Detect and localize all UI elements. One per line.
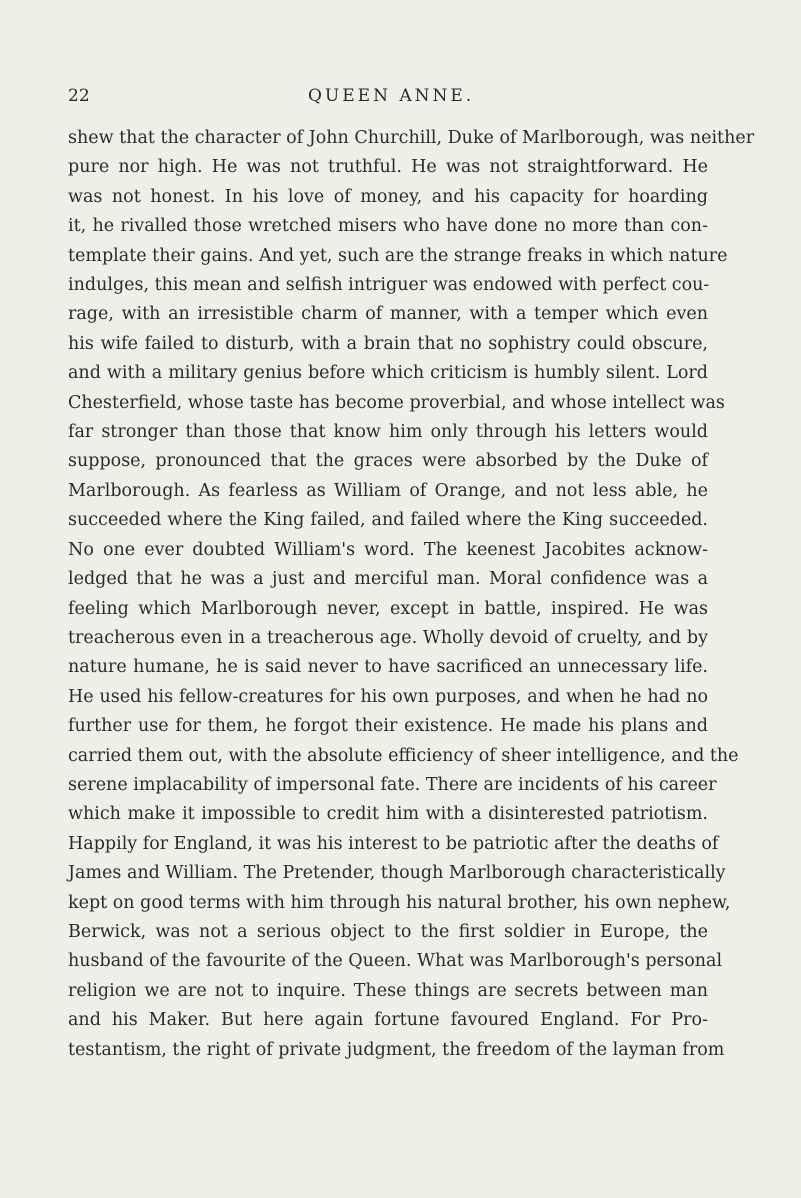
text-line: Chesterfield, whose taste has become proverbial, and whose intellect was xyxy=(68,392,725,413)
text-line: it, he rivalled those wretched misers who have done no more than con- xyxy=(68,216,708,237)
text-line: was not honest. In his love of money, and his capacity for hoarding xyxy=(68,186,708,207)
body-text xyxy=(68,124,755,1065)
text-line: and with a military genius before which criticism is humbly silent. Lord xyxy=(68,363,708,384)
text-line: his wife failed to disturb, with a brain that no sophistry could obscure, xyxy=(68,333,708,354)
text-line: He used his fellow-creatures for his own purposes, and when he had no xyxy=(68,686,708,707)
text-line: nature humane, he is said never to have sacrificed an unnecessary life. xyxy=(68,657,708,678)
text-line: and his Maker. But here again fortune favoured England. For Pro- xyxy=(68,1010,708,1031)
text-line: testantism, the right of private judgment, the freedom of the layman from xyxy=(68,1039,725,1060)
text-line: rage, with an irresistible charm of manner, with a temper which even xyxy=(68,304,708,325)
text-line: Happily for England, it was his interest to be patriotic after the deaths of xyxy=(68,833,719,854)
text-line: template their gains. And yet, such are the strange freaks in which nature xyxy=(68,245,728,266)
text-line: pure nor high. He was not truthful. He was not straightforward. He xyxy=(68,157,708,178)
text-line: Berwick, was not a serious object to the first soldier in Europe, the xyxy=(68,921,708,942)
text-line: serene implacability of impersonal fate. There are incidents of his career xyxy=(68,774,717,795)
text-line: shew that the character of John Churchill, Duke of Marlborough, was neither xyxy=(68,128,755,148)
text-line: Marlborough. As fearless as William of Orange, and not less able, he xyxy=(68,480,708,501)
running-head: QUEEN ANNE. xyxy=(308,86,475,106)
text-line: indulges, this mean and selfish intriguer was endowed with perfect cou- xyxy=(68,275,710,296)
text-line: carried them out, with the absolute efficiency of sheer intelligence, and the xyxy=(68,745,739,766)
text-line: which make it impossible to credit him with a disinterested patriotism. xyxy=(68,804,708,825)
text-line: religion we are not to inquire. These things are secrets between man xyxy=(68,980,708,1001)
page-number: 22 xyxy=(68,86,90,106)
text-line: succeeded where the King failed, and failed where the King succeeded. xyxy=(68,510,708,531)
page-header xyxy=(68,84,708,110)
text-line: No one ever doubted William's word. The keenest Jacobites acknow- xyxy=(68,539,708,560)
text-line: ledged that he was a just and merciful man. Moral confidence was a xyxy=(68,569,708,590)
text-line: feeling which Marlborough never, except in battle, inspired. He was xyxy=(68,598,708,619)
text-line: husband of the favourite of the Queen. What was Marlborough's personal xyxy=(68,951,723,972)
text-line: suppose, pronounced that the graces were absorbed by the Duke of xyxy=(68,451,708,472)
text-line: far stronger than those that know him only through his letters would xyxy=(68,422,708,443)
text-line: further use for them, he forgot their existence. He made his plans and xyxy=(68,716,708,737)
text-line: kept on good terms with him through his natural brother, his own nephew, xyxy=(68,892,731,913)
text-line: treacherous even in a treacherous age. Wholly devoid of cruelty, and by xyxy=(68,627,708,648)
text-line: James and William. The Pretender, though Marlborough characteristically xyxy=(68,863,726,884)
